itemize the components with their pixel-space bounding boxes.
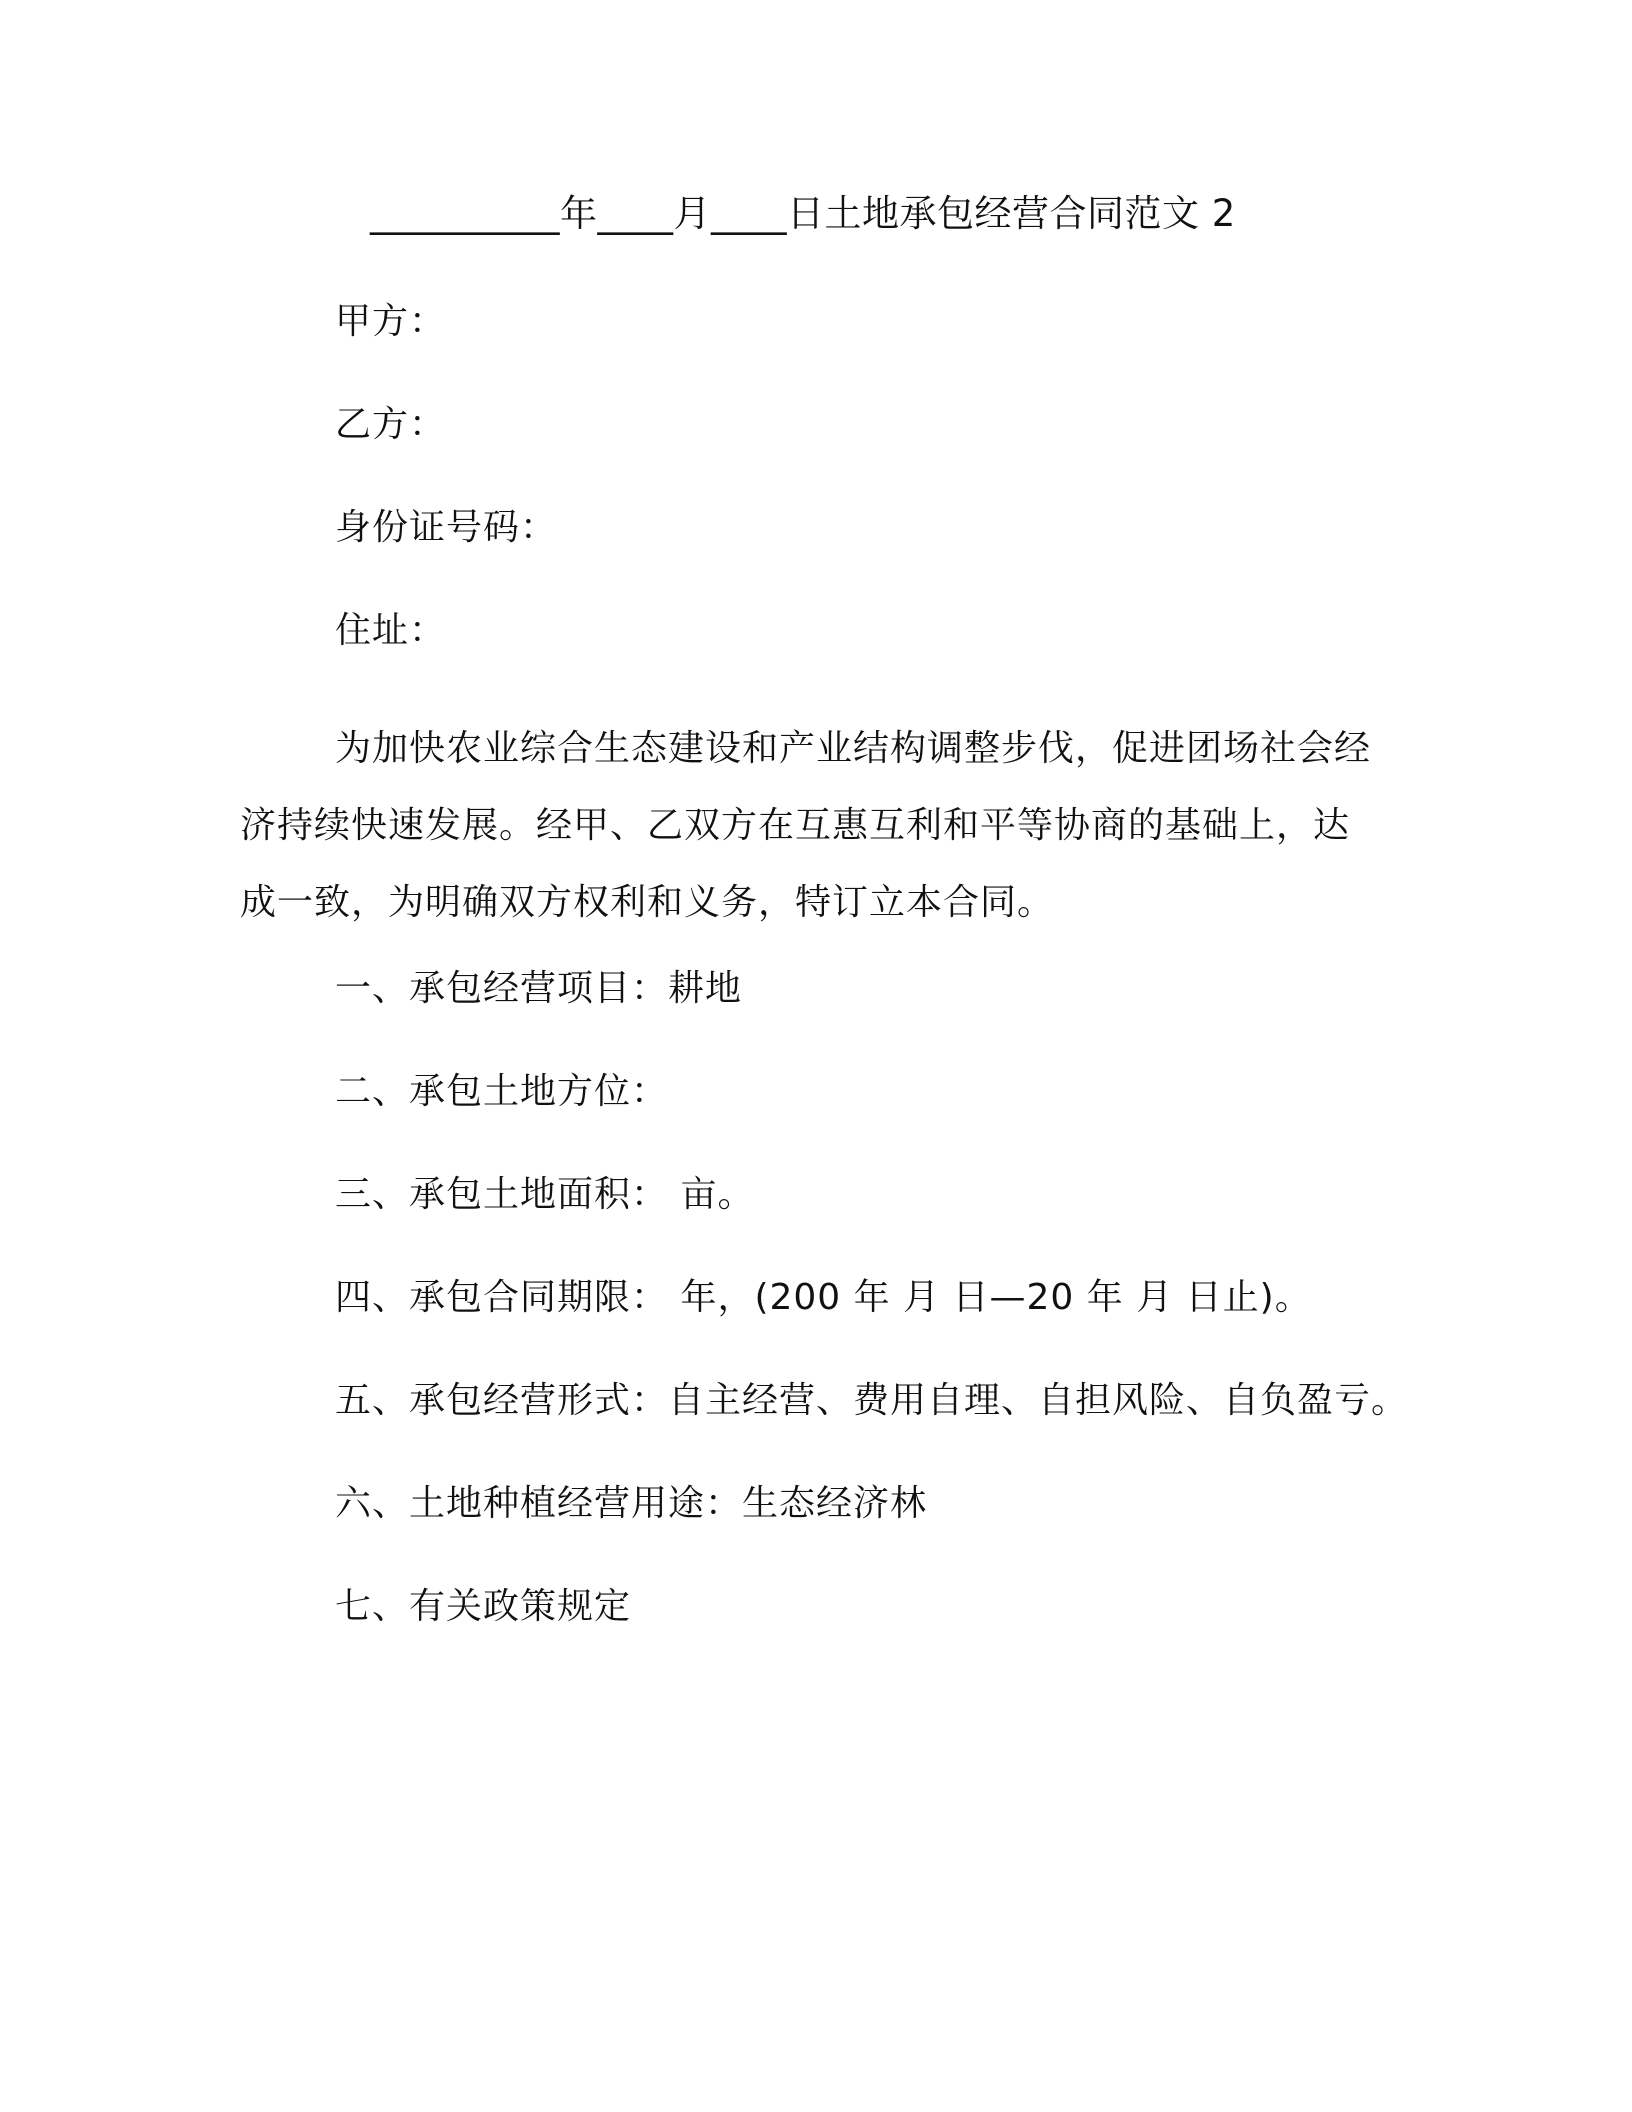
clause-6: 六、土地种植经营用途：生态经济林 [335, 1483, 928, 1524]
clause-5: 五、承包经营形式：自主经营、费用自理、自担风险、自负盈亏。 [335, 1380, 1409, 1421]
clause-3: 三、承包土地面积： 亩。 [335, 1174, 755, 1215]
document-title: __________年____月____日土地承包经营合同范文 2 [370, 192, 1236, 235]
intro-line-2: 济持续快速发展。经甲、乙双方在互惠互利和平等协商的基础上，达 [240, 805, 1351, 846]
intro-line-3: 成一致，为明确双方权利和义务，特订立本合同。 [240, 882, 1055, 923]
address-label: 住址： [335, 610, 447, 651]
clause-2: 二、承包土地方位： [335, 1071, 669, 1112]
party-b-label: 乙方： [335, 404, 447, 445]
clause-1: 一、承包经营项目：耕地 [335, 968, 743, 1009]
clause-4: 四、承包合同期限： 年，(200 年 月 日—20 年 月 日止)。 [335, 1277, 1312, 1318]
id-number-label: 身份证号码： [335, 507, 558, 548]
clause-7: 七、有关政策规定 [335, 1586, 632, 1627]
intro-paragraph [240, 710, 1400, 941]
intro-line-1: 为加快农业综合生态建设和产业结构调整步伐，促进团场社会经 [335, 728, 1372, 769]
party-a-label: 甲方： [335, 301, 447, 342]
